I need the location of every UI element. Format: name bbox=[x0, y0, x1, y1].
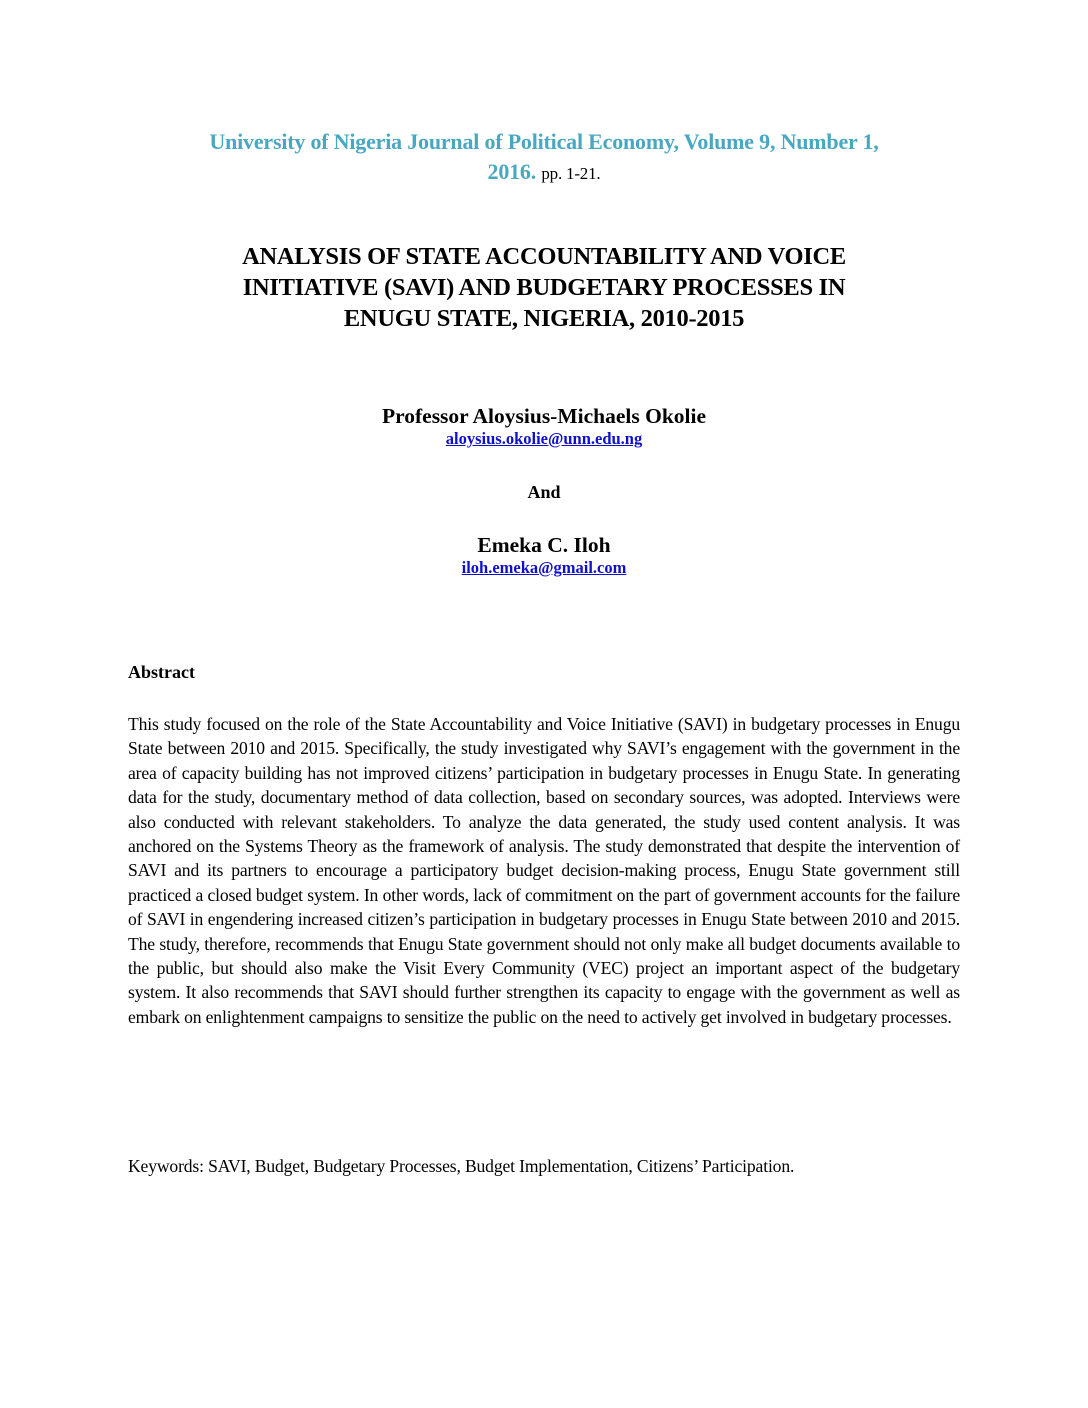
title-line: ENUGU STATE, NIGERIA, 2010-2015 bbox=[343, 305, 745, 332]
journal-pages: pp. 1-21. bbox=[541, 164, 601, 183]
author-block-2 bbox=[128, 532, 960, 578]
abstract-body: This study focused on the role of the State Accountability and Voice Initiative (SAVI) in budgetary processes in Enugu State between 2010 and 2015. Specifically, the study investigated why SAVI’s engagement with the government in the area of capacity building has not improved citizens’ participation in budgetary processes in Enugu State. In generating data for the study, documentary method of data collection, based on secondary sources, was adopted. Interviews were also conducted with relevant stakeholders. To analyze the data generated, the study used content analysis. It was anchored on the Systems Theory as the framework of analysis. The study demonstrated that despite the intervention of SAVI and its partners to encourage a participatory budget decision-making process, Enugu State government still practiced a closed budget system. In other words, lack of commitment on the part of government accounts for the failure of SAVI in engendering increased citizen’s participation in budgetary processes in Enugu State between 2010 and 2015. The study, therefore, recommends that Enugu State government should not only make all budget documents available to the public, but should also make the Visit Every Community (VEC) project an important aspect of the budgetary system. It also recommends that SAVI should further strengthen its capacity to engage with the government as well as embark on enlightenment campaigns to sensitize the public on the need to actively get involved in budgetary processes. bbox=[128, 714, 960, 1027]
paper-title bbox=[128, 241, 960, 334]
journal-header bbox=[128, 127, 960, 189]
author-email-link[interactable]: aloysius.okolie@unn.edu.ng bbox=[445, 429, 643, 448]
author-name: Professor Aloysius-Michaels Okolie bbox=[381, 404, 707, 428]
title-line: ANALYSIS OF STATE ACCOUNTABILITY AND VOICE bbox=[242, 243, 846, 270]
journal-name: University of Nigeria Journal of Political Economy, Volume 9, Number 1, bbox=[209, 129, 879, 154]
author-email-link[interactable]: iloh.emeka@gmail.com bbox=[461, 558, 627, 577]
title-line: INITIATIVE (SAVI) AND BUDGETARY PROCESSES IN bbox=[242, 274, 846, 301]
author-separator: And bbox=[527, 482, 561, 502]
author-block-1 bbox=[128, 403, 960, 449]
journal-year: 2016. bbox=[487, 159, 537, 184]
keywords: Keywords: SAVI, Budget, Budgetary Processes, Budget Implementation, Citizens’ Participation. bbox=[128, 1156, 795, 1176]
author-name: Emeka C. Iloh bbox=[477, 533, 611, 557]
abstract-heading: Abstract bbox=[128, 662, 195, 682]
